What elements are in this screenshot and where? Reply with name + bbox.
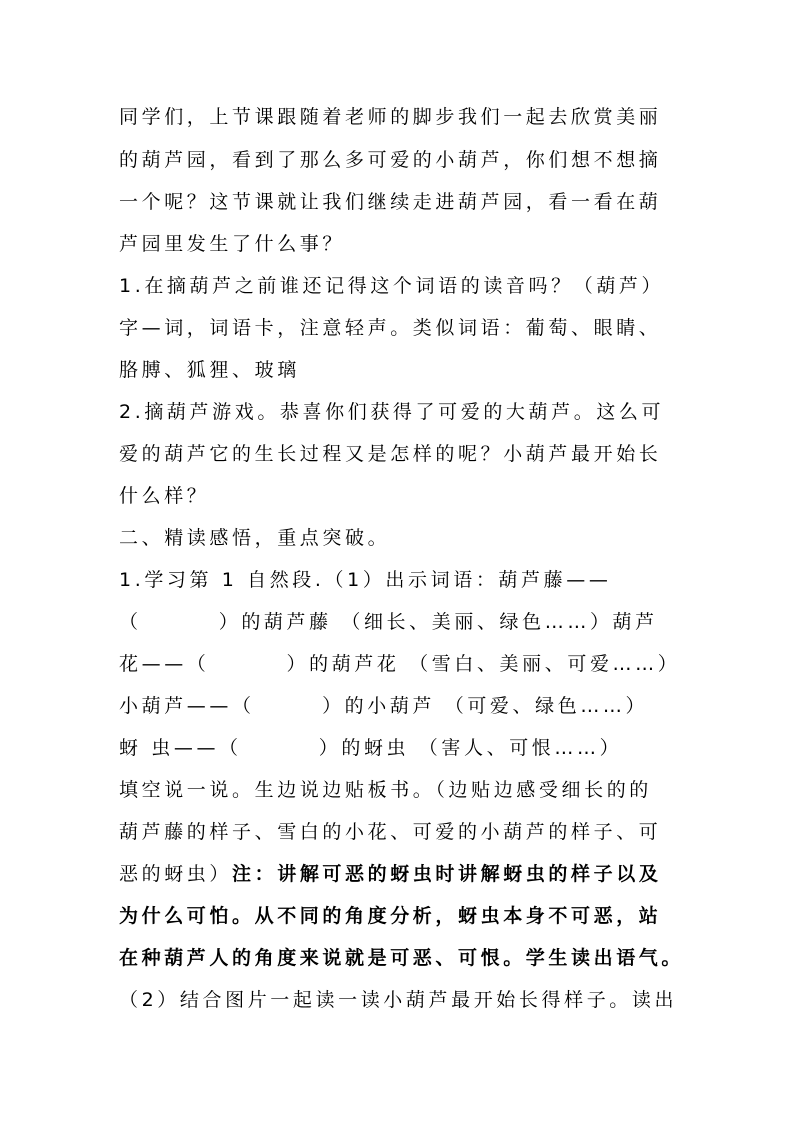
paragraph-line: 胳膊、狐狸、玻璃: [119, 359, 300, 381]
note-bold-line: 在种葫芦人的角度来说就是可恶、可恨。学生读出语气。: [119, 947, 685, 969]
paragraph-line: 填空说一说。生边说边贴板书。（边贴边感受细长的的: [119, 779, 652, 801]
paragraph-line: [119, 861, 699, 887]
paragraph-line: （2）结合图片一起读一读小葫芦最开始长得样子。读出: [119, 989, 678, 1011]
fill-blank-line: 蚜 虫——（ ）的蚜虫 （害人、可恨……）: [119, 737, 623, 759]
normal-text: 恶的蚜虫）: [119, 863, 233, 885]
paragraph-line: 1.学习第 1 自然段.（1）出示词语：葫芦藤——: [119, 569, 612, 591]
fill-blank-line: 小葫芦——（ ）的小葫芦 （可爱、绿色……）: [119, 695, 649, 717]
paragraph-line: 的葫芦园，看到了那么多可爱的小葫芦，你们想不想摘: [119, 149, 662, 171]
paragraph-line: 葫芦藤的样子、雪白的小花、可爱的小葫芦的样子、可: [119, 821, 662, 843]
paragraph-line: 字—词，词语卡，注意轻声。类似词语：葡萄、眼睛、: [119, 317, 662, 339]
paragraph-line: 1.在摘葫芦之前谁还记得这个词语的读音吗？（葫芦）: [119, 275, 665, 297]
paragraph-line: 爱的葫芦它的生长过程又是怎样的呢？小葫芦最开始长: [119, 443, 662, 465]
fill-blank-line: （ ）的葫芦藤 （细长、美丽、绿色……）葫芦: [119, 611, 658, 633]
paragraph-line: 芦园里发生了什么事？: [119, 233, 346, 255]
paragraph-line: 2.摘葫芦游戏。恭喜你们获得了可爱的大葫芦。这么可: [119, 401, 665, 423]
note-bold-line: 为什么可怕。从不同的角度分析，蚜虫本身不可恶，站: [119, 905, 662, 927]
paragraph-line: 一个呢？这节课就让我们继续走进葫芦园，看一看在葫: [119, 191, 662, 213]
fill-blank-line: 花——（ ）的葫芦花 （雪白、美丽、可爱……）: [119, 653, 681, 675]
paragraph-line: 同学们，上节课跟随着老师的脚步我们一起去欣赏美丽: [119, 106, 662, 128]
paragraph-line: 什么样？: [119, 485, 210, 507]
note-bold-text: 注：讲解可恶的蚜虫时讲解蚜虫的样子以及: [232, 863, 662, 885]
section-heading: 二、精读感悟，重点突破。: [119, 527, 391, 549]
